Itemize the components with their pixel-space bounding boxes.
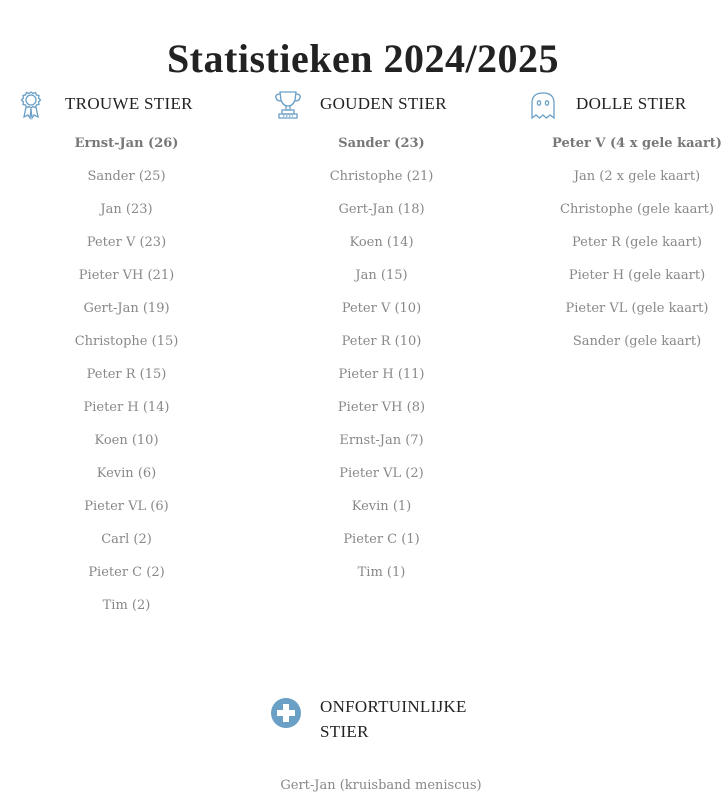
list-item: Kevin (6) [96, 466, 157, 481]
section-dolle-stier [528, 88, 726, 349]
section-heading: ONFORTUINLIJKE STIER [320, 697, 467, 741]
list-item: Peter V (10) [341, 301, 422, 316]
list-item: Pieter H (11) [338, 367, 425, 382]
list-item: Pieter VL (2) [339, 466, 424, 481]
section-header [18, 88, 258, 120]
page-title: Statistieken 2024/2025 [166, 35, 560, 81]
list-item: Peter V (4 x gele kaart) [552, 136, 722, 151]
list-item: Carl (2) [101, 532, 152, 547]
dolle-stier-list [506, 132, 726, 363]
section-heading: DOLLE STIER [576, 94, 687, 113]
list-item: Pieter H (gele kaart) [568, 268, 706, 283]
section-heading: GOUDEN STIER [320, 94, 447, 113]
list-item: Pieter VL (gele kaart) [565, 301, 709, 316]
trophy-icon [273, 90, 303, 120]
section-header [528, 88, 726, 120]
plus-circle-icon [271, 698, 301, 728]
list-item: Sander (25) [87, 169, 166, 184]
list-item: Koen (10) [94, 433, 159, 448]
list-item: Peter R (10) [341, 334, 422, 349]
list-item: Koen (14) [349, 235, 414, 250]
list-item: Tim (1) [357, 565, 406, 580]
list-item: Pieter VL (6) [84, 499, 169, 514]
list-item: Kevin (1) [351, 499, 412, 514]
section-trouwe-stier [18, 88, 258, 613]
list-item: Pieter H (14) [83, 400, 170, 415]
list-item: Pieter C (1) [343, 532, 420, 547]
list-item: Christophe (gele kaart) [560, 202, 714, 217]
list-item: Sander (23) [338, 136, 425, 151]
list-item: Ernst-Jan (7) [339, 433, 424, 448]
list-item: Ernst-Jan (26) [74, 136, 179, 151]
list-item: Jan (23) [100, 202, 153, 217]
section-header [273, 88, 513, 120]
award-ribbon-icon [18, 90, 48, 120]
list-item: Peter R (gele kaart) [572, 235, 702, 250]
list-item: Christophe (21) [329, 169, 434, 184]
ghost-icon [528, 90, 558, 120]
list-item: Peter V (23) [86, 235, 167, 250]
list-item: Tim (2) [102, 598, 151, 613]
list-item: Jan (2 x gele kaart) [573, 169, 701, 184]
list-item: Gert-Jan (19) [83, 301, 170, 316]
trouwe-stier-list [18, 132, 235, 627]
list-item: Pieter VH (21) [78, 268, 175, 283]
list-item: Pieter VH (8) [337, 400, 426, 415]
list-item: Jan (15) [355, 268, 408, 283]
section-gouden-stier [273, 88, 513, 580]
section-heading: TROUWE STIER [65, 94, 193, 113]
list-item: Gert-Jan (18) [338, 202, 425, 217]
list-item: Peter R (15) [86, 367, 167, 382]
list-item: Sander (gele kaart) [572, 334, 702, 349]
list-item: Gert-Jan (kruisband meniscus) [280, 778, 482, 793]
list-item: Pieter C (2) [88, 565, 165, 580]
gouden-stier-list [245, 132, 518, 594]
list-item: Christophe (15) [74, 334, 179, 349]
